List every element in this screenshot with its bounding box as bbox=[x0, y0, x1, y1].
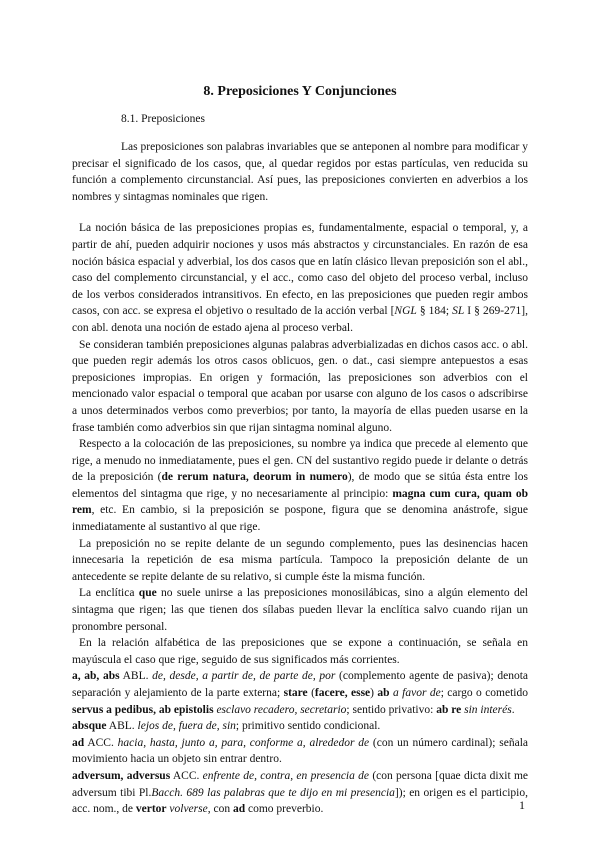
document-body bbox=[72, 139, 528, 818]
text-run: ( bbox=[307, 687, 315, 699]
text-run: La enclítica bbox=[79, 587, 139, 600]
italic-gloss: SL bbox=[452, 305, 465, 318]
text-run: como preverbio. bbox=[245, 803, 324, 816]
italic-gloss: de, desde, a partir de, de parte de, por bbox=[152, 670, 336, 683]
text-run: Las preposiciones son palabras invariables que se anteponen al nombre para modificar y precisar el significado de los casos, que, al quedar regidos por estas partículas, ven reducida su función a complemento circunstancial. Así pues, las preposiciones convierten en adverbios a los nombres y sintagmas nominales que rigen. bbox=[72, 141, 528, 203]
bold-term: ad bbox=[72, 736, 85, 749]
page-number: 1 bbox=[519, 798, 525, 812]
text-run: ABL. bbox=[106, 720, 138, 733]
bold-term: ab bbox=[377, 687, 390, 699]
bold-term: adversum, adversus bbox=[72, 769, 171, 782]
text-run: , etc. En cambio, si la preposición se pospone, figura que se denomina anástrofe, sigue inmediatamente al sustantivo al que rige. bbox=[72, 504, 528, 534]
text-run: En la relación alfabética de las preposiciones que se expone a continuación, se señala en mayúscula el caso que rige, seguido de sus significados más corrientes. bbox=[72, 637, 528, 666]
text-run: La noción básica de las preposiciones propias es, fundamentalmente, espacial o temporal, y, a partir de ahí, pueden adquirir nociones y usos más abstractos y circunstanciales. En razón de esa noción básica espacial y adverbial, los dos casos que en latín clásico llevan preposición son el abl., caso del complemento circunstancial, y el acc., como caso del objeto del proceso verbal, incluso de los verbos considerados intransitivos. En efecto, en las preposiciones que pueden regir ambos casos, con acc. se expresa el objetivo o resultado de la acción verbal [ bbox=[72, 222, 528, 318]
text-run: ABL. bbox=[119, 670, 153, 683]
text-run: (complemento agente de pasiva); denota separación y alejamiento de la parte externa; bbox=[72, 670, 528, 699]
text-run: ), de modo que se sitúa ésta entre los elementos del sintagma que rige, y no necesariamente al principio: bbox=[72, 471, 528, 500]
entry-a-ab-abs bbox=[72, 668, 528, 718]
italic-gloss: NGL bbox=[394, 305, 417, 318]
paragraph-list-intro bbox=[72, 635, 528, 668]
entry-absque bbox=[72, 718, 528, 735]
text-run: (con un número cardinal); señala movimiento hacia un objeto sin entrar dentro. bbox=[72, 736, 528, 766]
text-run: Respecto a la colocación de las preposiciones, su nombre ya indica que precede al elemento que rige, a menudo no inmediatamente, pues el gen. CN del sustantivo regido puede ir delante o detrás de la preposición ( bbox=[72, 438, 528, 484]
italic-gloss: lejos de, fuera de, sin bbox=[137, 720, 236, 733]
bold-term: de rerum natura, deorum in numero bbox=[161, 471, 348, 484]
paragraph-improper bbox=[72, 337, 528, 437]
entry-adversum bbox=[72, 768, 528, 818]
paragraph-repetition bbox=[72, 536, 528, 586]
italic-gloss: hacia, hasta, junto a, para, conforme a, alrededor de bbox=[117, 736, 370, 749]
italic-gloss: Bacch. 689 las palabras que te dijo en mi presencia bbox=[151, 786, 395, 799]
text-run: ]); en origen es el participio, acc. nom., de bbox=[72, 786, 528, 816]
page-title: 8. Preposiciones Y Conjunciones bbox=[203, 84, 397, 99]
text-run: I § 269-271], con abl. denota una noción de estado ajena al proceso verbal. bbox=[72, 305, 528, 334]
bold-term: absque bbox=[72, 720, 107, 733]
text-run: ACC. bbox=[84, 736, 118, 749]
bold-term: magna cum cura, quam ob rem bbox=[72, 487, 528, 517]
text-run: , con bbox=[207, 803, 233, 816]
bold-term: facere, esse bbox=[314, 687, 371, 699]
italic-gloss: esclavo recadero, secretario bbox=[216, 703, 347, 716]
bold-term: vertor bbox=[135, 803, 167, 816]
text-run: La preposición no se repite delante de un segundo complemento, pues las desinencias hacen innecesaria la repetición de esa misma partícula. Tampoco la preposición delante de un antecedente se repite delante de su relativo, si cumple éste la misma función. bbox=[72, 537, 528, 583]
bold-term: servus a pedibus, ab epistolis bbox=[72, 703, 214, 716]
section-heading: 8.1. Preposiciones bbox=[121, 113, 206, 125]
paragraph-enclitic bbox=[72, 585, 528, 635]
bold-term: a, ab, abs bbox=[72, 670, 120, 683]
text-run: ; sentido privativo: bbox=[346, 703, 437, 716]
paragraph-notion bbox=[72, 220, 528, 336]
text-run: ACC. bbox=[170, 769, 203, 782]
entry-ad bbox=[72, 735, 528, 768]
italic-gloss: volverse bbox=[169, 803, 208, 816]
bold-term: ad bbox=[232, 803, 246, 816]
italic-gloss: enfrente de, contra, en presencia de bbox=[202, 769, 370, 782]
text-run: ; primitivo sentido condicional. bbox=[235, 720, 381, 733]
paragraph-placement bbox=[72, 436, 528, 536]
text-run: (con persona [quae dicta dixit me adversum tibi Pl. bbox=[72, 769, 529, 799]
text-run: ; cargo o cometido bbox=[440, 687, 528, 699]
italic-gloss: sin interés bbox=[464, 703, 512, 716]
text-run: . bbox=[511, 703, 515, 716]
italic-gloss: a favor de bbox=[392, 687, 441, 699]
text-run: ) bbox=[370, 687, 378, 699]
bold-term: que bbox=[138, 587, 157, 600]
text-run: Se consideran también preposiciones algunas palabras adverbializadas en dichos casos acc. o abl. que pueden regir además los otros casos oblicuos, gen. o dat., casi siempre antepuestos a esas preposiciones impropias. En origen y formación, las preposiciones son adverbios con el mencionado valor espacial o temporal que acaban por usarse con alguno de los casos o adscribirse a unos determinados verbos como preverbios; por tanto, la mayoría de ellas pueden usarse en la frase también como adverbios sin que rijan sintagma nominal alguno. bbox=[72, 338, 528, 434]
bold-term: ab re bbox=[436, 703, 462, 716]
text-run: no suele unirse a las preposiciones monosilábicas, sino a algún elemento del sintagma que rigen; las que tienen dos sílabas pueden llevar la enclítica salvo cuando rijan un pronombre personal. bbox=[72, 587, 528, 633]
bold-term: stare bbox=[283, 687, 308, 699]
intro-paragraph bbox=[72, 139, 528, 205]
text-run: § 184; bbox=[416, 305, 453, 318]
